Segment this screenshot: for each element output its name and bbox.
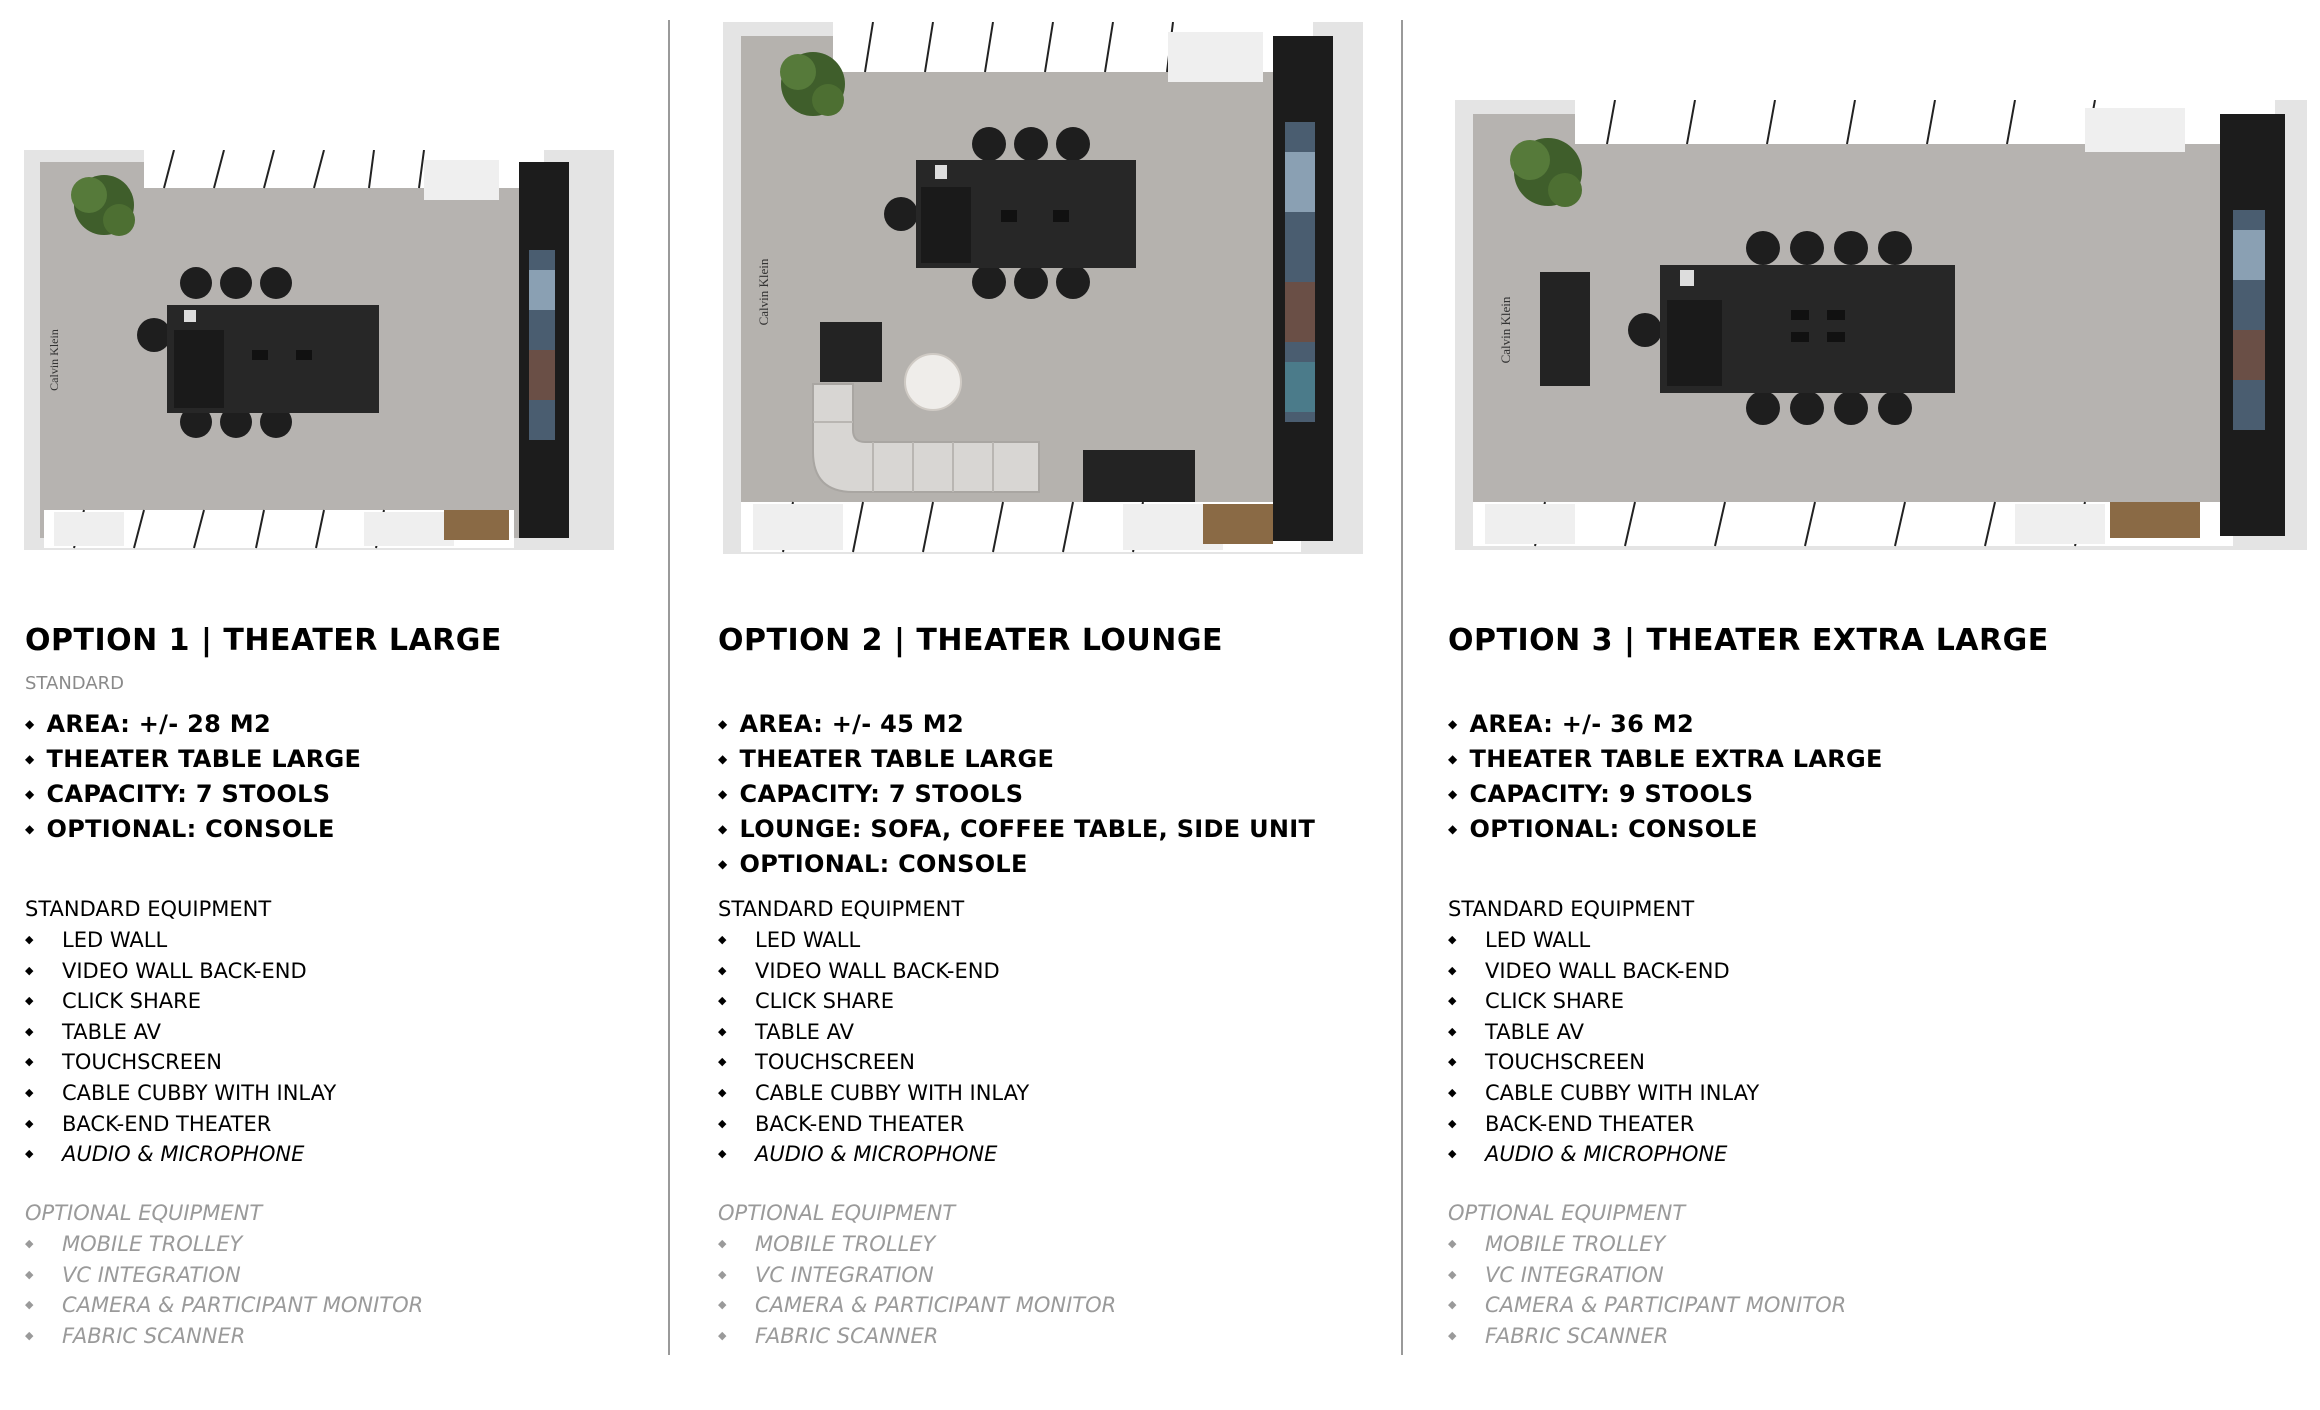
equipment-item: ◆ TOUCHSCREEN [25,1047,336,1078]
optional-equipment-heading: OPTIONAL EQUIPMENT [25,1201,263,1225]
spec-item: ◆ AREA: +/- 45 M2 [718,709,1315,744]
brand-wall-label: Calvin Klein [47,329,61,391]
spec-item: ◆ OPTIONAL: CONSOLE [25,814,361,849]
optional-item: ◆ MOBILE TROLLEY [1448,1229,1846,1260]
optional-equipment-list [25,1229,423,1351]
spec-item: ◆ OPTIONAL: CONSOLE [1448,814,1883,849]
option-subtitle: STANDARD [25,673,125,694]
optional-item: ◆ VC INTEGRATION [1448,1260,1846,1291]
floor-plan-option-2 [723,22,1363,554]
equipment-item: ◆ LED WALL [25,925,336,956]
optional-item: ◆ CAMERA & PARTICIPANT MONITOR [25,1290,423,1321]
optional-item: ◆ FABRIC SCANNER [25,1321,423,1352]
column-divider [1401,20,1403,1355]
spec-list [25,709,361,849]
equipment-item: ◆ AUDIO & MICROPHONE [1448,1139,1759,1170]
spec-item: ◆ CAPACITY: 7 STOOLS [25,779,361,814]
spec-item: ◆ LOUNGE: SOFA, COFFEE TABLE, SIDE UNIT [718,814,1315,849]
equipment-item: ◆ CLICK SHARE [1448,986,1759,1017]
equipment-item: ◆ CLICK SHARE [25,986,336,1017]
optional-item: ◆ VC INTEGRATION [718,1260,1116,1291]
equipment-item: ◆ TABLE AV [718,1017,1029,1048]
option-title: OPTION 2 | THEATER LOUNGE [718,623,1223,658]
equipment-item: ◆ CABLE CUBBY WITH INLAY [1448,1078,1759,1109]
equipment-item: ◆ BACK-END THEATER [1448,1109,1759,1140]
spec-item: ◆ AREA: +/- 28 M2 [25,709,361,744]
equipment-item: ◆ LED WALL [1448,925,1759,956]
equipment-item: ◆ TOUCHSCREEN [1448,1047,1759,1078]
spec-item: ◆ AREA: +/- 36 M2 [1448,709,1883,744]
optional-item: ◆ VC INTEGRATION [25,1260,423,1291]
equipment-item: ◆ CABLE CUBBY WITH INLAY [25,1078,336,1109]
standard-equipment-list [1448,925,1759,1170]
console [1083,450,1195,502]
equipment-item: ◆ TOUCHSCREEN [718,1047,1029,1078]
equipment-item: ◆ BACK-END THEATER [25,1109,336,1140]
standard-equipment-list [25,925,336,1170]
equipment-item: ◆ TABLE AV [1448,1017,1759,1048]
spec-item: ◆ THEATER TABLE EXTRA LARGE [1448,744,1883,779]
option-title: OPTION 3 | THEATER EXTRA LARGE [1448,623,2049,658]
optional-item: ◆ FABRIC SCANNER [718,1321,1116,1352]
standard-equipment-heading: STANDARD EQUIPMENT [718,897,965,921]
spec-item: ◆ THEATER TABLE LARGE [718,744,1315,779]
spec-list [718,709,1315,884]
optional-equipment-heading: OPTIONAL EQUIPMENT [1448,1201,1686,1225]
side-unit [820,322,882,382]
coffee-table [905,354,961,410]
optional-equipment-heading: OPTIONAL EQUIPMENT [718,1201,956,1225]
equipment-item: ◆ BACK-END THEATER [718,1109,1029,1140]
optional-equipment-list [1448,1229,1846,1351]
standard-equipment-heading: STANDARD EQUIPMENT [1448,897,1695,921]
spec-item: ◆ CAPACITY: 7 STOOLS [718,779,1315,814]
standard-equipment-list [718,925,1029,1170]
optional-equipment-list [718,1229,1116,1351]
equipment-item: ◆ CLICK SHARE [718,986,1029,1017]
equipment-item: ◆ LED WALL [718,925,1029,956]
spec-item: ◆ CAPACITY: 9 STOOLS [1448,779,1883,814]
brand-wall-label: Calvin Klein [1498,296,1513,364]
led-wall [2220,114,2285,536]
equipment-item: ◆ AUDIO & MICROPHONE [25,1139,336,1170]
spec-item: ◆ THEATER TABLE LARGE [25,744,361,779]
optional-item: ◆ MOBILE TROLLEY [718,1229,1116,1260]
equipment-item: ◆ VIDEO WALL BACK-END [718,956,1029,987]
optional-item: ◆ MOBILE TROLLEY [25,1229,423,1260]
equipment-item: ◆ VIDEO WALL BACK-END [25,956,336,987]
spec-item: ◆ OPTIONAL: CONSOLE [718,849,1315,884]
console [1540,272,1590,386]
column-divider [668,20,670,1355]
brand-wall-label: Calvin Klein [756,258,771,326]
spec-list [1448,709,1883,849]
led-wall [1273,36,1333,541]
option-title: OPTION 1 | THEATER LARGE [25,623,502,658]
equipment-item: ◆ VIDEO WALL BACK-END [1448,956,1759,987]
floor-plan-option-3 [1455,100,2307,550]
floor-plan-option-1 [24,150,614,550]
optional-item: ◆ FABRIC SCANNER [1448,1321,1846,1352]
led-wall [519,162,569,538]
optional-item: ◆ CAMERA & PARTICIPANT MONITOR [718,1290,1116,1321]
standard-equipment-heading: STANDARD EQUIPMENT [25,897,272,921]
equipment-item: ◆ CABLE CUBBY WITH INLAY [718,1078,1029,1109]
equipment-item: ◆ TABLE AV [25,1017,336,1048]
optional-item: ◆ CAMERA & PARTICIPANT MONITOR [1448,1290,1846,1321]
equipment-item: ◆ AUDIO & MICROPHONE [718,1139,1029,1170]
